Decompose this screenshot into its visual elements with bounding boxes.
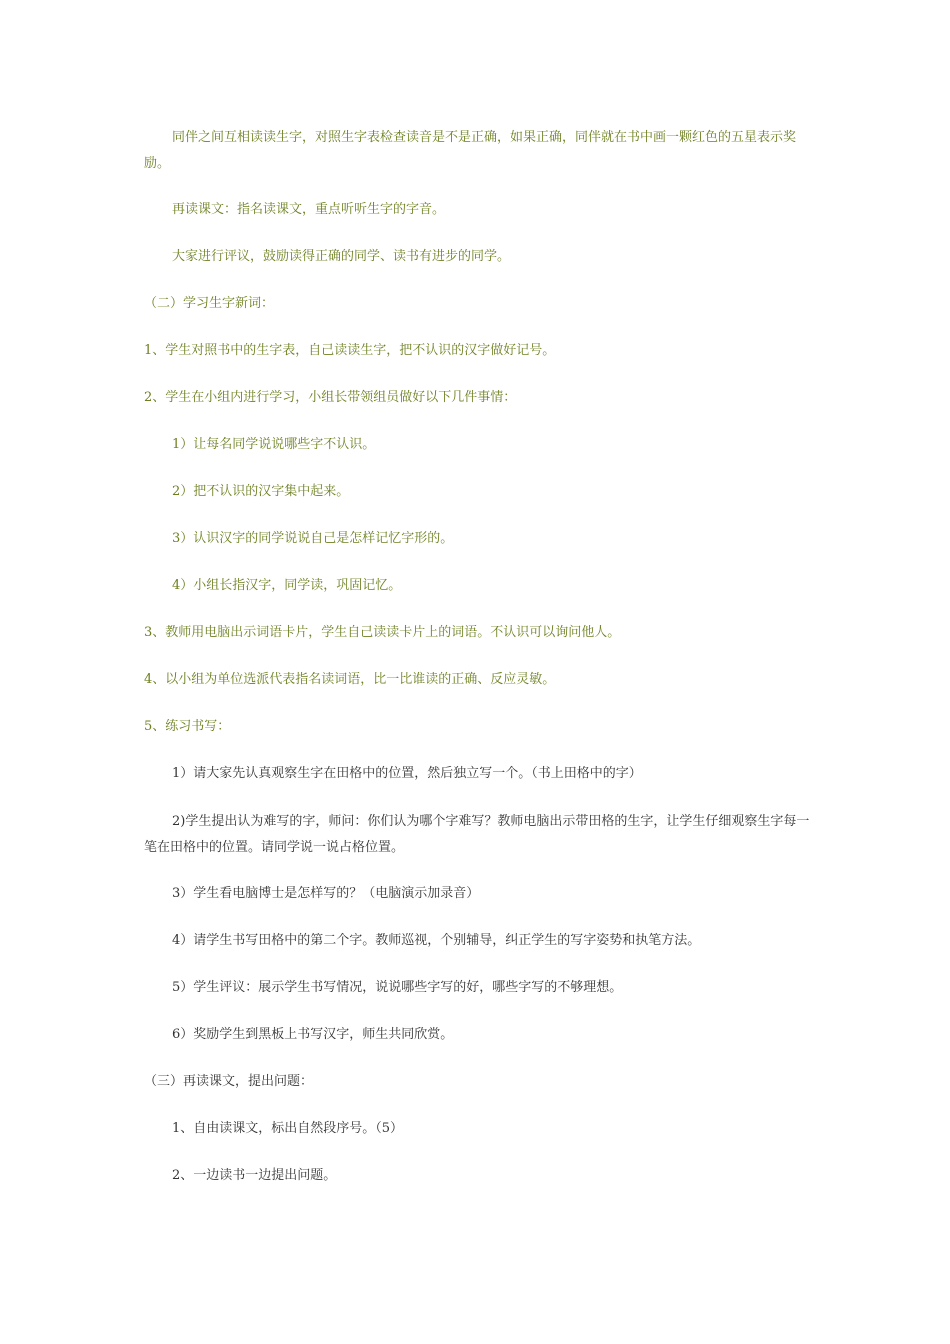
- section-heading-3: （三）再读课文，提出问题：: [144, 1074, 314, 1089]
- reread-item-1: 1、自由读课文，标出自然段序号。（5）: [172, 1121, 404, 1136]
- list-item-5: 5、练习书写：: [144, 719, 231, 734]
- list-item-4: 4、以小组为单位选派代表指名读词语，比一比谁读的正确、反应灵敏。: [144, 672, 556, 687]
- list-item-2: 2、学生在小组内进行学习，小组长带领组员做好以下几件事情：: [144, 390, 517, 405]
- sub-item-1: 1）让每名同学说说哪些字不认识。: [172, 437, 376, 452]
- writing-step-6: 6）奖励学生到黑板上书写汉字，师生共同欣赏。: [172, 1027, 454, 1042]
- writing-step-2: 2)学生提出认为难写的字，师问：你们认为哪个字难写？教师电脑出示带田格的生字，让学生仔细观察生字每一笔在田格中的位置。请同学说一说占格位置。: [144, 814, 810, 855]
- writing-step-3: 3）学生看电脑博士是怎样写的？（电脑演示加录音）: [172, 886, 480, 901]
- paragraph-evaluation: 大家进行评议，鼓励读得正确的同学、读书有进步的同学。: [172, 249, 511, 264]
- sub-item-2: 2）把不认识的汉字集中起来。: [172, 484, 350, 499]
- reread-item-2: 2、一边读书一边提出问题。: [172, 1168, 337, 1183]
- section-heading-2: （二）学习生字新词：: [144, 296, 275, 311]
- writing-step-5: 5）学生评议：展示学生书写情况，说说哪些字写的好，哪些字写的不够理想。: [172, 980, 623, 995]
- list-item-3: 3、教师用电脑出示词语卡片，学生自己读读卡片上的词语。不认识可以询问他人。: [144, 625, 621, 640]
- paragraph-reread-text: 再读课文：指名读课文，重点听听生字的字音。: [172, 202, 446, 217]
- sub-item-4: 4）小组长指汉字，同学读，巩固记忆。: [172, 578, 402, 593]
- writing-step-1: 1）请大家先认真观察生字在田格中的位置，然后独立写一个。（书上田格中的字）: [172, 766, 642, 781]
- list-item-1: 1、学生对照书中的生字表，自己读读生字，把不认识的汉字做好记号。: [144, 343, 556, 358]
- paragraph-partner-check: 同伴之间互相读读生字，对照生字表检查读音是不是正确，如果正确，同伴就在书中画一颗红色的五星表示奖励。: [144, 130, 797, 171]
- writing-step-4: 4）请学生书写田格中的第二个字。教师巡视，个别辅导，纠正学生的写字姿势和执笔方法。: [172, 933, 701, 948]
- sub-item-3: 3）认识汉字的同学说说自己是怎样记忆字形的。: [172, 531, 454, 546]
